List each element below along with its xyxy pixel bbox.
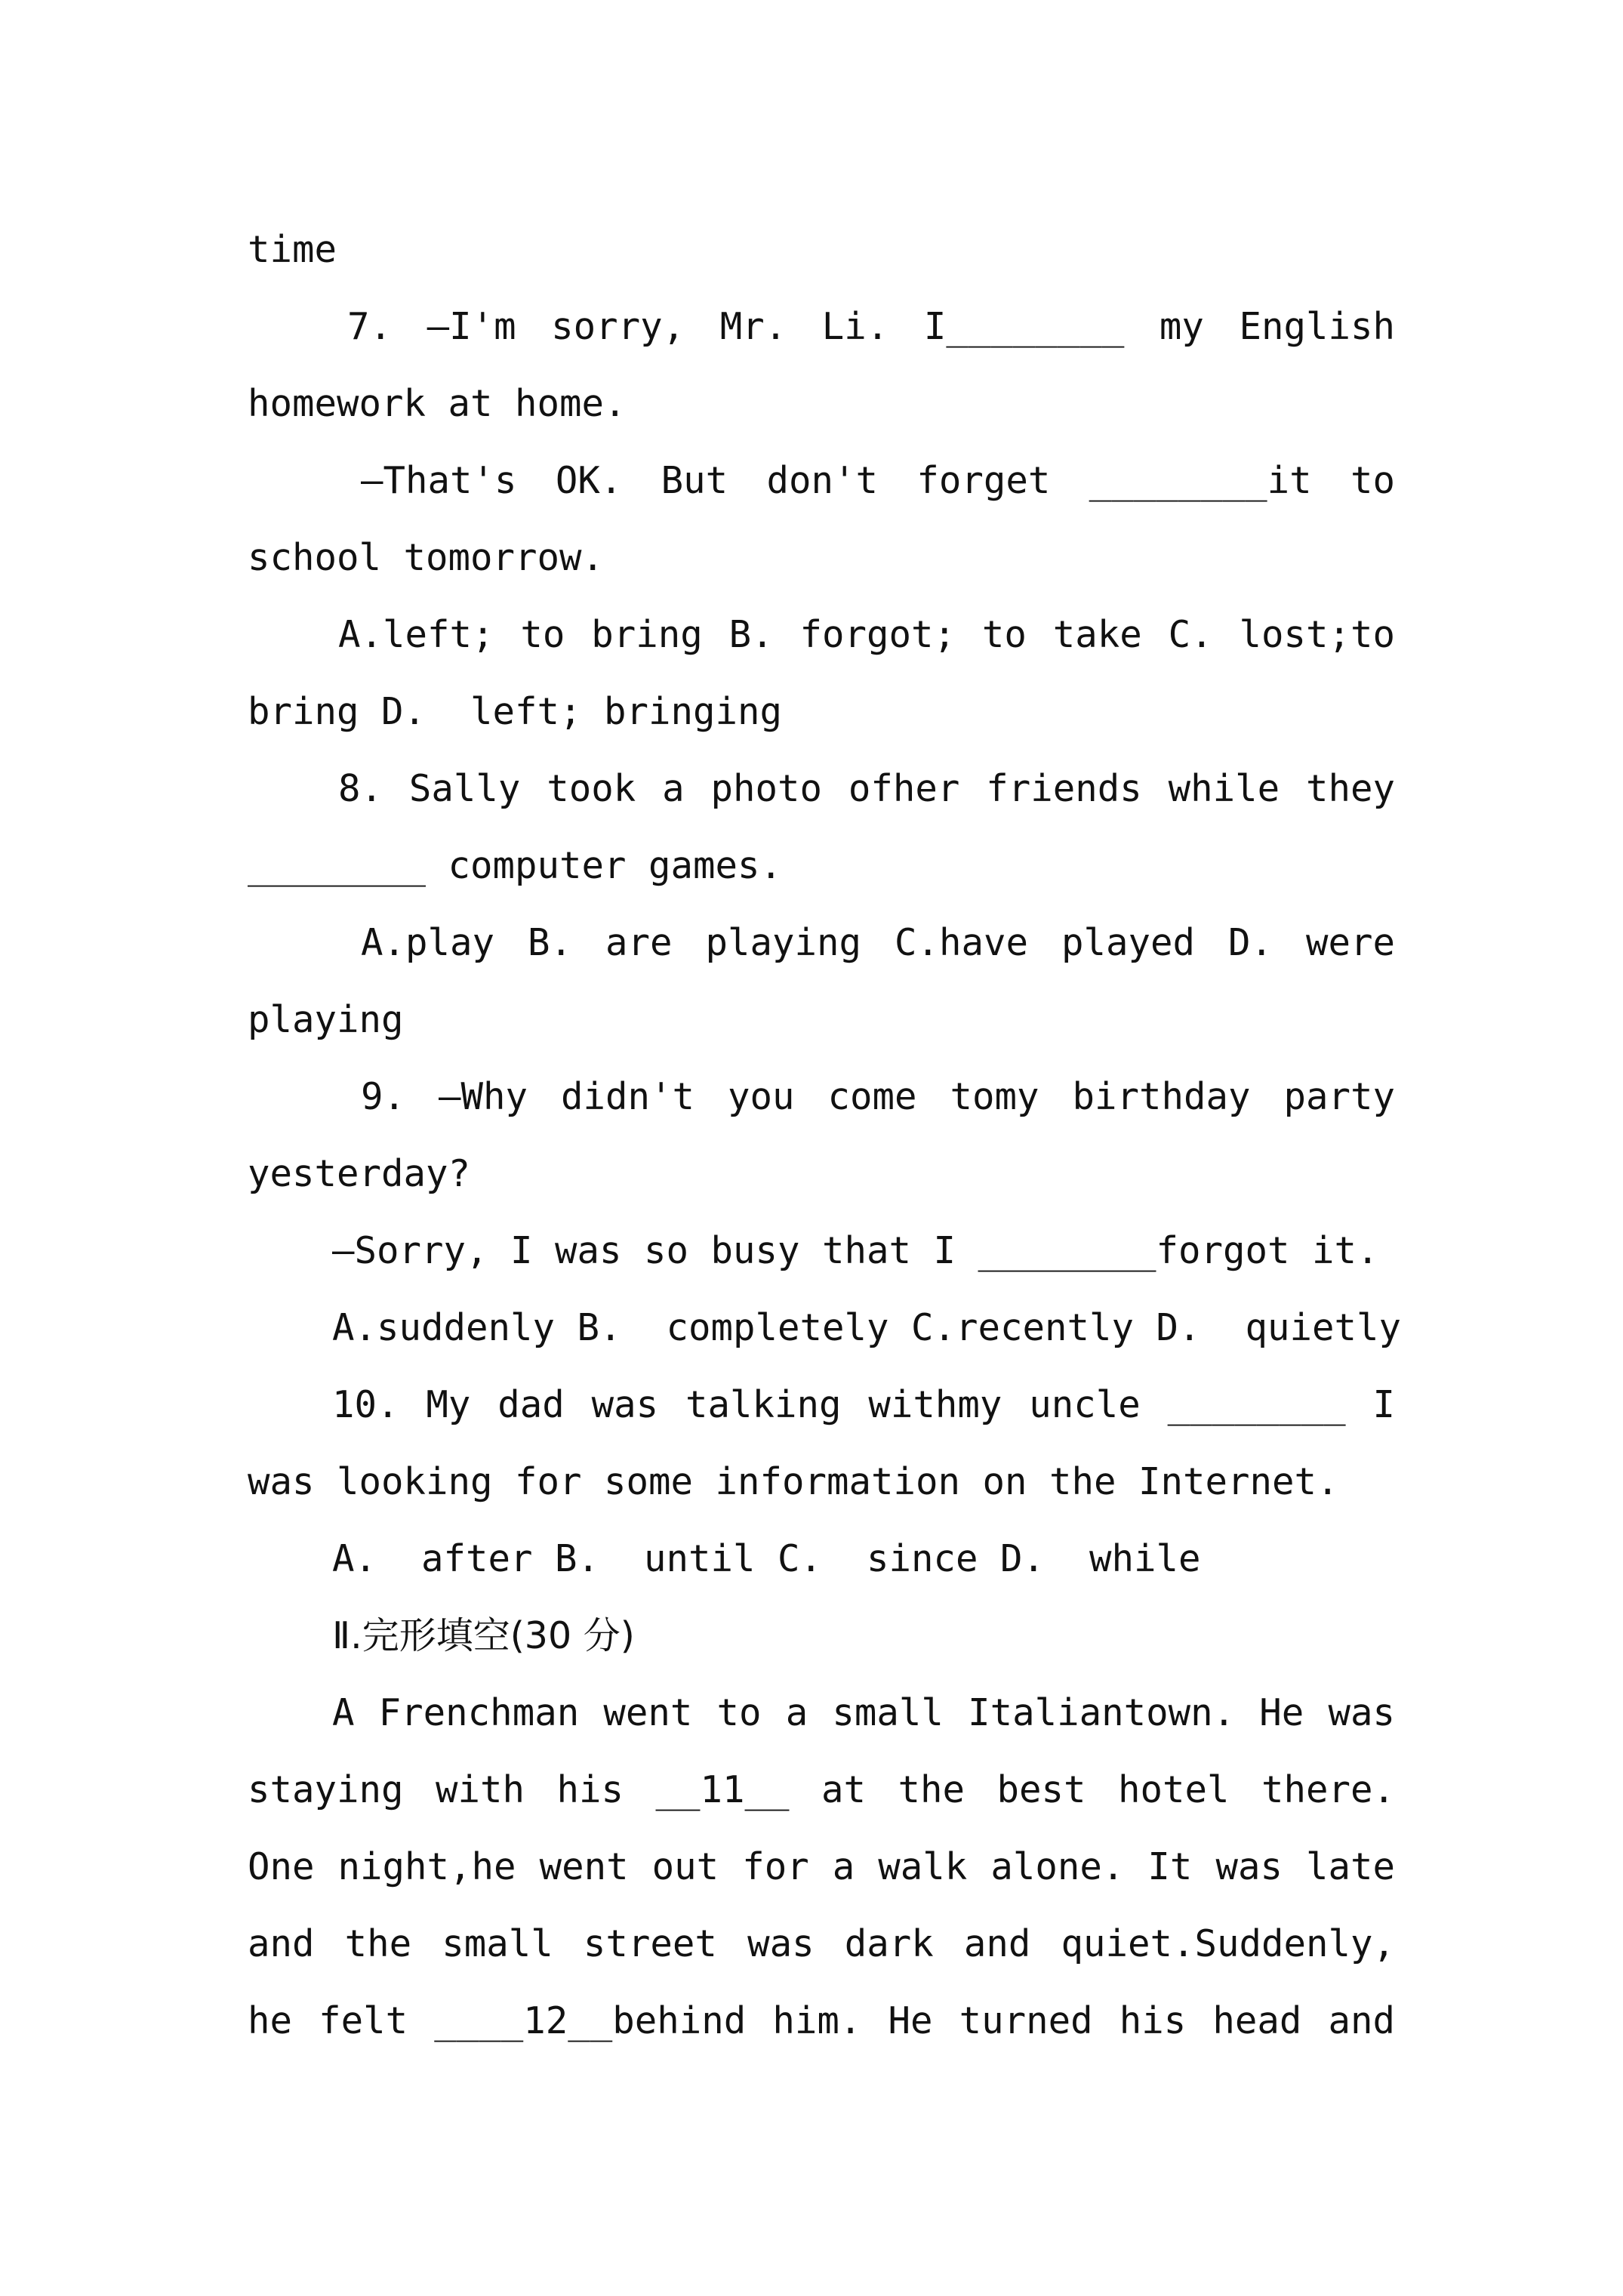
question-10-options: A. after B. until C. since D. while <box>332 1537 1201 1580</box>
question-7-options: A.left; to bring B. forgot; to take C. lost;to <box>338 613 1395 656</box>
question-9-options: A.suddenly B. completely C.recently D. quietly <box>332 1306 1402 1349</box>
text-line: homework at home. <box>248 382 627 425</box>
text-line: was looking for some information on the Internet. <box>248 1460 1339 1503</box>
passage-line: staying with his __11__ at the best hotel there. <box>248 1768 1395 1811</box>
text-line: bring D. left; bringing <box>248 690 783 733</box>
question-9-reply: —Sorry, I was so busy that I ________forgot it. <box>332 1229 1379 1272</box>
passage-line: and the small street was dark and quiet.Suddenly, <box>248 1922 1395 1965</box>
text-line: ________ computer games. <box>248 844 783 887</box>
passage-line: he felt ____12__behind him. He turned his head and <box>248 1999 1395 2042</box>
question-7-reply: —That's OK. But don't forget ________it to <box>361 459 1395 502</box>
question-10-stem: 10. My dad was talking withmy uncle ________ I <box>332 1383 1395 1426</box>
passage-line: One night,he went out for a walk alone. It was late <box>248 1845 1395 1888</box>
passage-line: A Frenchman went to a small Italiantown. He was <box>332 1691 1395 1734</box>
text-line: playing <box>248 998 404 1041</box>
question-8-options: A.play B. are playing C.have played D. were <box>361 921 1395 964</box>
question-7-stem: 7. —I'm sorry, Mr. Li. I________ my English <box>347 305 1395 348</box>
text-line: yesterday? <box>248 1152 471 1195</box>
question-8-stem: 8. Sally took a photo ofher friends while they <box>338 767 1395 810</box>
text-line: school tomorrow. <box>248 536 605 579</box>
section-heading: Ⅱ.完形填空(30 分) <box>332 1614 635 1657</box>
document-page <box>248 211 1402 2060</box>
question-9-stem: 9. —Why didn't you come tomy birthday party <box>361 1075 1395 1118</box>
text-line: time <box>248 228 337 271</box>
